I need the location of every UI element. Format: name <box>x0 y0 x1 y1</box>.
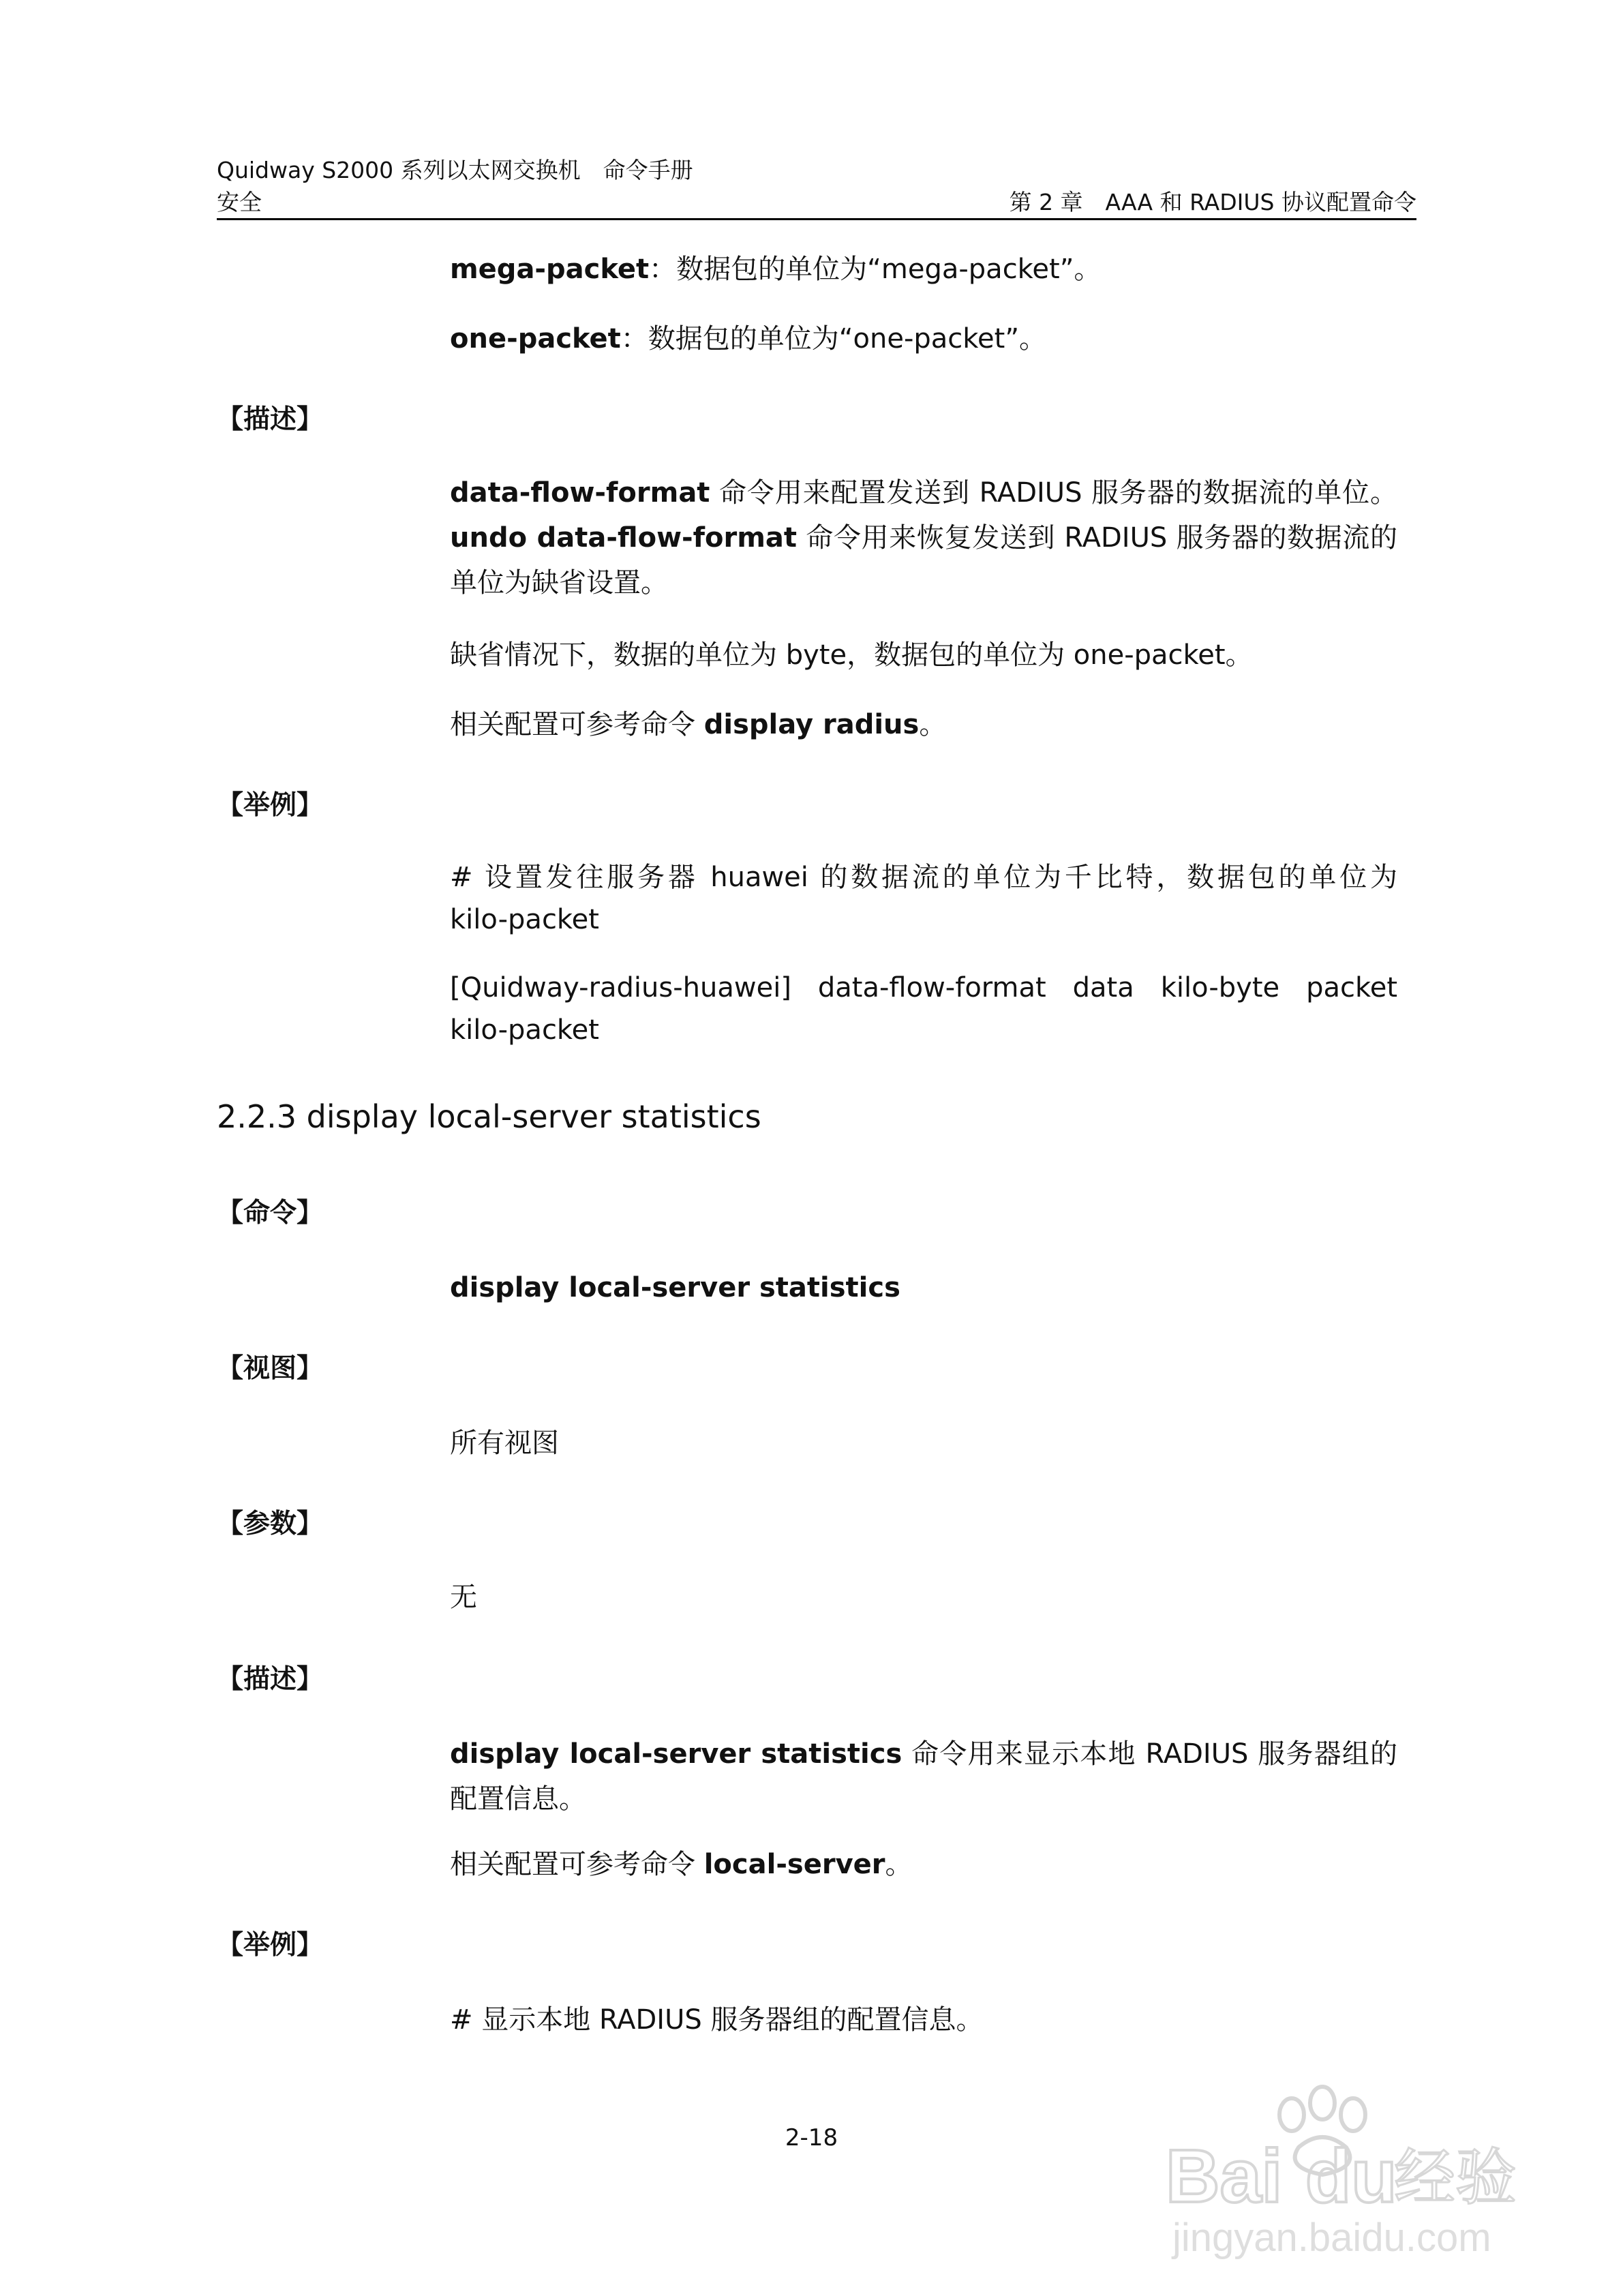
description-text: 命令用来配置发送到 RADIUS 服务器的数据流的单位。 <box>710 477 1397 509</box>
command-syntax <box>450 1265 1397 1310</box>
related-paragraph <box>450 1842 1397 1887</box>
section-heading-command: 【命令】 <box>217 1198 324 1228</box>
watermark-brand: Bai <box>1166 2134 1283 2218</box>
description-text: 命令用来恢复发送到 RADIUS 服务器的数据流的单位为缺省设置。 <box>450 522 1398 599</box>
subsection-title: 2.2.3 display local-server statistics <box>217 1098 761 1135</box>
description-line <box>450 470 1397 515</box>
example-paragraph <box>450 856 1397 941</box>
example-command-line: kilo-packet <box>450 1014 599 1046</box>
related-text: 相关配置可参考命令 <box>450 709 704 740</box>
param-desc: ：数据包的单位为“one-packet”。 <box>620 323 1047 354</box>
example-command-line: [Quidway-radius-huawei] data-flow-format data kilo-byte packet <box>450 972 1397 1003</box>
related-end: 。 <box>919 709 947 740</box>
command-name: local-server <box>703 1849 885 1880</box>
description-paragraph <box>450 1732 1397 1822</box>
command-name: display local-server statistics <box>450 1738 902 1770</box>
default-paragraph: 缺省情况下，数据的单位为 byte，数据包的单位为 one-packet。 <box>450 639 1253 671</box>
param-mega-packet <box>450 247 1397 292</box>
command-name: data-flow-format <box>450 477 710 509</box>
section-heading-example: 【举例】 <box>217 790 324 821</box>
header-chapter: 第 2 章 AAA 和 RADIUS 协议配置命令 <box>1009 189 1416 215</box>
param-one-packet <box>450 316 1397 361</box>
param-term: mega-packet <box>450 254 650 285</box>
section-heading-example: 【举例】 <box>217 1930 324 1961</box>
related-end: 。 <box>885 1849 913 1880</box>
param-desc: ：数据包的单位为“mega-packet”。 <box>649 254 1102 285</box>
related-text: 相关配置可参考命令 <box>450 1849 704 1880</box>
section-heading-parameters: 【参数】 <box>217 1509 324 1539</box>
page-number: 2-18 <box>785 2124 838 2151</box>
section-heading-view: 【视图】 <box>217 1353 324 1384</box>
example-line: # 设置发往服务器 huawei 的数据流的单位为千比特，数据包的单位为 <box>450 862 1397 893</box>
view-text: 所有视图 <box>450 1428 559 1459</box>
header-rule <box>217 218 1416 220</box>
description-text: 命令用来显示本地 RADIUS 服务器组的配置信息。 <box>450 1738 1397 1815</box>
section-heading-description: 【描述】 <box>217 404 324 435</box>
parameters-text: 无 <box>450 1582 477 1613</box>
description-line <box>450 515 1397 605</box>
header-subtitle: 安全 <box>217 189 262 215</box>
command-name: undo data-flow-format <box>450 522 798 554</box>
example-command <box>450 967 1397 1051</box>
watermark-suffix: 经验 <box>1394 2142 1517 2214</box>
baidu-jingyan-watermark-icon <box>1152 2072 1534 2277</box>
related-paragraph <box>450 702 1397 747</box>
example-paragraph: # 显示本地 RADIUS 服务器组的配置信息。 <box>450 2004 984 2036</box>
example-line: kilo-packet <box>450 904 599 935</box>
watermark-url: jingyan.baidu.com <box>1172 2216 1491 2260</box>
description-paragraph <box>450 470 1397 605</box>
command-name: display radius <box>703 709 920 740</box>
section-heading-description: 【描述】 <box>217 1664 324 1695</box>
header-title: Quidway S2000 系列以太网交换机 命令手册 <box>217 157 693 183</box>
param-term: one-packet <box>450 323 621 354</box>
command-name: display local-server statistics <box>450 1272 900 1303</box>
watermark-brand2: du <box>1305 2134 1397 2218</box>
